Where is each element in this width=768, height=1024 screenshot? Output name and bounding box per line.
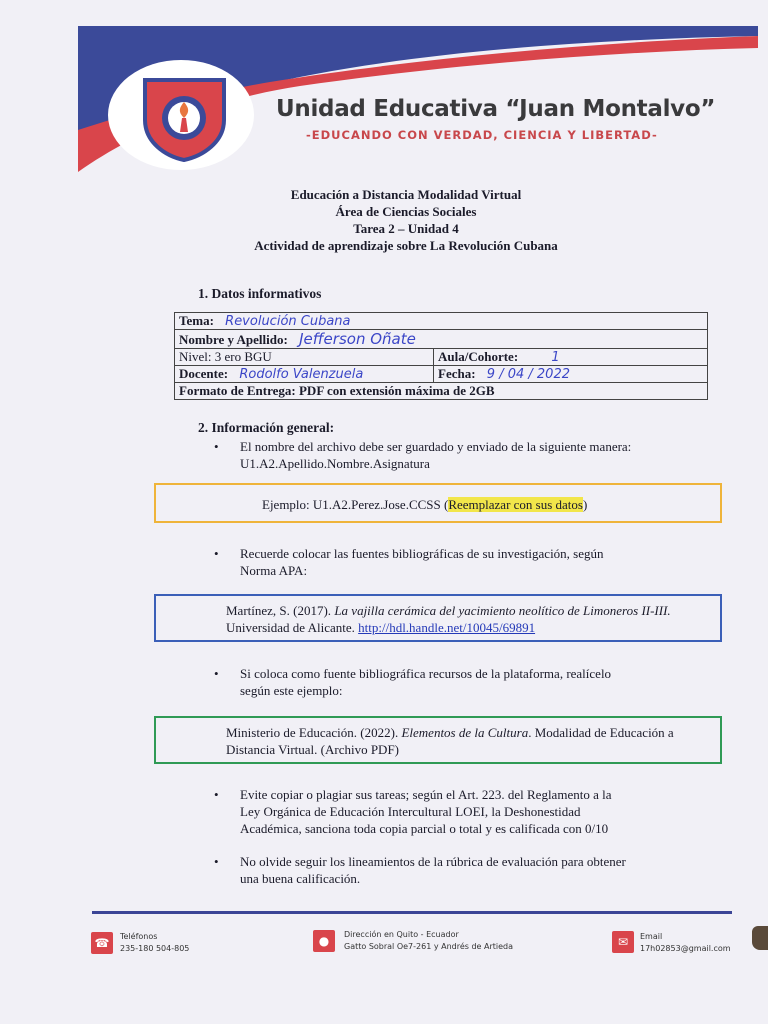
- list-item: [214, 853, 670, 887]
- phone-value: 235-180 504-805: [120, 944, 190, 953]
- info-table: [174, 312, 708, 400]
- school-motto: -EDUCANDO CON VERDAD, CIENCIA Y LIBERTAD-: [306, 128, 658, 142]
- email-value: 17h02853@gmail.com: [640, 944, 731, 953]
- bullet-icon: •: [214, 666, 219, 681]
- fecha-value: 9 / 04 / 2022: [486, 367, 570, 382]
- example-prefix: Ejemplo: U1.A2.Perez.Jose.CCSS (: [262, 497, 449, 512]
- table-row: [175, 330, 708, 349]
- platform-reference-box: [154, 716, 722, 764]
- bullet-icon: •: [214, 854, 219, 869]
- bullet-3-line-1: Si coloca como fuente bibliográfica recursos de la plataforma, realícelo: [240, 666, 612, 681]
- bullet-2-line-2: Norma APA:: [240, 563, 308, 578]
- section-2-heading: 2. Información general:: [198, 420, 335, 435]
- filename-example-box: [154, 483, 722, 523]
- document-title: [200, 186, 612, 254]
- ref-rest-1: . Modalidad de Educación a: [528, 725, 674, 740]
- bullet-4-line-2: Ley Orgánica de Educación Intercultural LOEI, la Deshonestidad: [240, 804, 581, 819]
- envelope-icon: ✉: [612, 931, 634, 953]
- aula-value: 1: [551, 350, 560, 365]
- title-line-1: Educación a Distancia Modalidad Virtual: [290, 187, 522, 202]
- nombre-label: Nombre y Apellido:: [179, 332, 288, 347]
- apa-link[interactable]: http://hdl.handle.net/10045/69891: [358, 620, 536, 635]
- phone-icon: ☎: [91, 932, 113, 954]
- docente-value: Rodolfo Valenzuela: [239, 367, 364, 382]
- table-row: [175, 349, 708, 366]
- table-row: [175, 313, 708, 330]
- address-value: Gatto Sobral Oe7-261 y Andrés de Artieda: [344, 942, 514, 951]
- formato-text: Formato de Entrega: PDF con extensión máxima de 2GB: [179, 383, 495, 398]
- example-highlight: Reemplazar con sus datos: [448, 497, 583, 512]
- nivel-label: Nivel: 3 ero BGU: [179, 349, 272, 364]
- bullet-1-line-1: El nombre del archivo debe ser guardado y enviado de la siguiente manera:: [240, 439, 632, 454]
- footer-address: [344, 929, 513, 953]
- bullet-icon: •: [214, 787, 219, 802]
- list-item: [214, 786, 660, 837]
- email-label: Email: [640, 932, 663, 941]
- section-1-heading: 1. Datos informativos: [198, 286, 322, 301]
- title-line-3: Tarea 2 – Unidad 4: [353, 221, 459, 236]
- fecha-label: Fecha:: [438, 366, 476, 381]
- footer-phone: [120, 931, 189, 955]
- school-name: Unidad Educativa “Juan Montalvo”: [276, 96, 716, 122]
- list-item: [214, 545, 660, 579]
- apa-title: La vajilla cerámica del yacimiento neolítico de Limoneros II-III.: [334, 603, 671, 618]
- nombre-value: Jefferson Oñate: [299, 330, 416, 348]
- docente-label: Docente:: [179, 366, 229, 381]
- title-line-4: Actividad de aprendizaje sobre La Revolución Cubana: [254, 238, 558, 253]
- phone-label: Teléfonos: [120, 932, 158, 941]
- crest-icon: [137, 74, 232, 162]
- aula-label: Aula/Cohorte:: [438, 349, 519, 364]
- example-suffix: ): [582, 497, 588, 512]
- table-row: [175, 383, 708, 400]
- bullet-icon: •: [214, 439, 219, 454]
- bullet-5-line-1: No olvide seguir los lineamientos de la rúbrica de evaluación para obtener: [240, 854, 626, 869]
- bullet-3-line-2: según este ejemplo:: [240, 683, 343, 698]
- ref-rest-2: Distancia Virtual. (Archivo PDF): [226, 742, 400, 757]
- scan-mark: [752, 926, 768, 950]
- bullet-1-line-2: U1.A2.Apellido.Nombre.Asignatura: [240, 456, 430, 471]
- ref-title: Elementos de la Cultura: [401, 725, 529, 740]
- title-line-2: Área de Ciencias Sociales: [335, 204, 477, 219]
- list-item: [214, 438, 632, 472]
- tema-label: Tema:: [179, 313, 214, 328]
- apa-author: Martínez, S. (2017).: [226, 603, 335, 618]
- footer-divider: [92, 911, 732, 914]
- tema-value: Revolución Cubana: [225, 314, 351, 329]
- bullet-5-line-2: una buena calificación.: [240, 871, 361, 886]
- ref-author: Ministerio de Educación. (2022).: [226, 725, 402, 740]
- apa-publisher: Universidad de Alicante.: [226, 620, 359, 635]
- footer-email: [640, 931, 731, 955]
- location-pin-icon: ●: [313, 930, 335, 952]
- list-item: [214, 665, 660, 699]
- apa-example-box: [154, 594, 722, 642]
- table-row: [175, 366, 708, 383]
- bullet-4-line-3: Académica, sanciona toda copia parcial o total y es calificada con 0/10: [240, 821, 609, 836]
- bullet-2-line-1: Recuerde colocar las fuentes bibliográficas de su investigación, según: [240, 546, 604, 561]
- address-label: Dirección en Quito - Ecuador: [344, 930, 459, 939]
- bullet-4-line-1: Evite copiar o plagiar sus tareas; según el Art. 223. del Reglamento a la: [240, 787, 612, 802]
- bullet-icon: •: [214, 546, 219, 561]
